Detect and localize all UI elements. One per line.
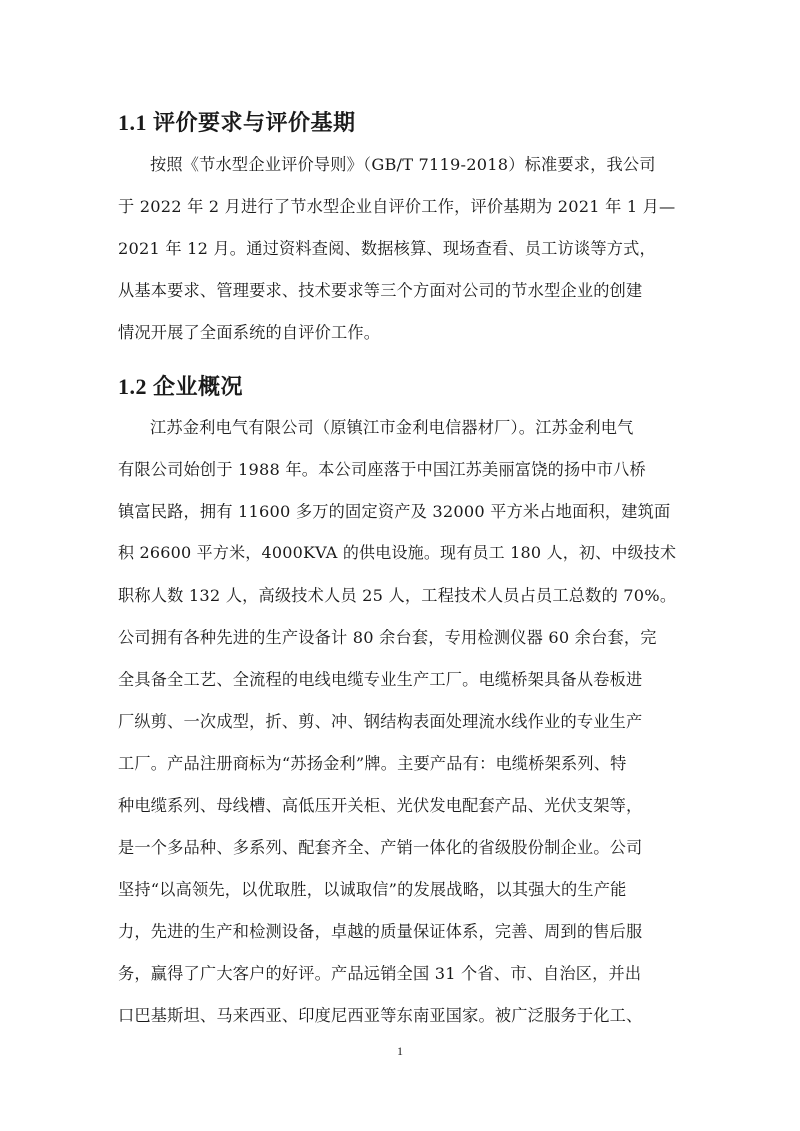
- paragraph-line: 情况开展了全面系统的自评价工作。: [118, 323, 381, 342]
- paragraph-line: 2021 年 12 月。通过资料查阅、数据核算、现场查看、员工访谈等方式，: [118, 239, 656, 258]
- paragraph-line: 积 26600 平方米，4000KVA 的供电设施。现有员工 180 人，初、中级技术: [118, 543, 677, 562]
- paragraph-line: 按照《节水型企业评价导则》（GB/T 7119-2018）标准要求，我公司: [150, 155, 656, 174]
- section-heading-1-2: 1.2 企业概况: [118, 374, 244, 399]
- page-number: 1: [397, 1044, 403, 1058]
- paragraph-line: 镇富民路，拥有 11600 多万的固定资产及 32000 平方米占地面积，建筑面: [118, 502, 671, 521]
- paragraph-line: 务，赢得了广大客户的好评。产品远销全国 31 个省、市、自治区，并出: [118, 964, 642, 983]
- paragraph-line: 工厂。产品注册商标为“苏扬金利”牌。主要产品有：电缆桥架系列、特: [118, 754, 627, 773]
- paragraph-line: 种电缆系列、母线槽、高低压开关柜、光伏发电配套产品、光伏支架等，: [118, 796, 643, 815]
- paragraph-line: 力，先进的生产和检测设备，卓越的质量保证体系，完善、周到的售后服: [118, 922, 643, 941]
- paragraph-line: 职称人数 132 人，高级技术人员 25 人，工程技术人员占员工总数的 70%。: [118, 586, 677, 605]
- paragraph-line: 公司拥有各种先进的生产设备计 80 余台套，专用检测仪器 60 余台套，完: [118, 628, 657, 647]
- paragraph-line: 厂纵剪、一次成型，折、剪、冲、钢结构表面处理流水线作业的专业生产: [118, 712, 643, 731]
- paragraph-line: 于 2022 年 2 月进行了节水型企业自评价工作，评价基期为 2021 年 1 月—: [118, 197, 676, 216]
- paragraph-line: 坚持“以高领先，以优取胜，以诚取信”的发展战略，以其强大的生产能: [118, 880, 627, 899]
- paragraph-line: 有限公司始创于 1988 年。本公司座落于中国江苏美丽富饶的扬中市八桥: [118, 460, 646, 479]
- section-heading-1-1: 1.1 评价要求与评价基期: [118, 110, 356, 135]
- paragraph-line: 口巴基斯坦、马来西亚、印度尼西亚等东南亚国家。被广泛服务于化工、: [118, 1006, 643, 1025]
- paragraph-line: 江苏金利电气有限公司（原镇江市金利电信器材厂）。江苏金利电气: [150, 418, 634, 437]
- paragraph-line: 全具备全工艺、全流程的电线电缆专业生产工厂。电缆桥架具备从卷板进: [118, 670, 643, 689]
- paragraph-line: 从基本要求、管理要求、技术要求等三个方面对公司的节水型企业的创建: [118, 281, 643, 300]
- paragraph-line: 是一个多品种、多系列、配套齐全、产销一体化的省级股份制企业。公司: [118, 838, 643, 857]
